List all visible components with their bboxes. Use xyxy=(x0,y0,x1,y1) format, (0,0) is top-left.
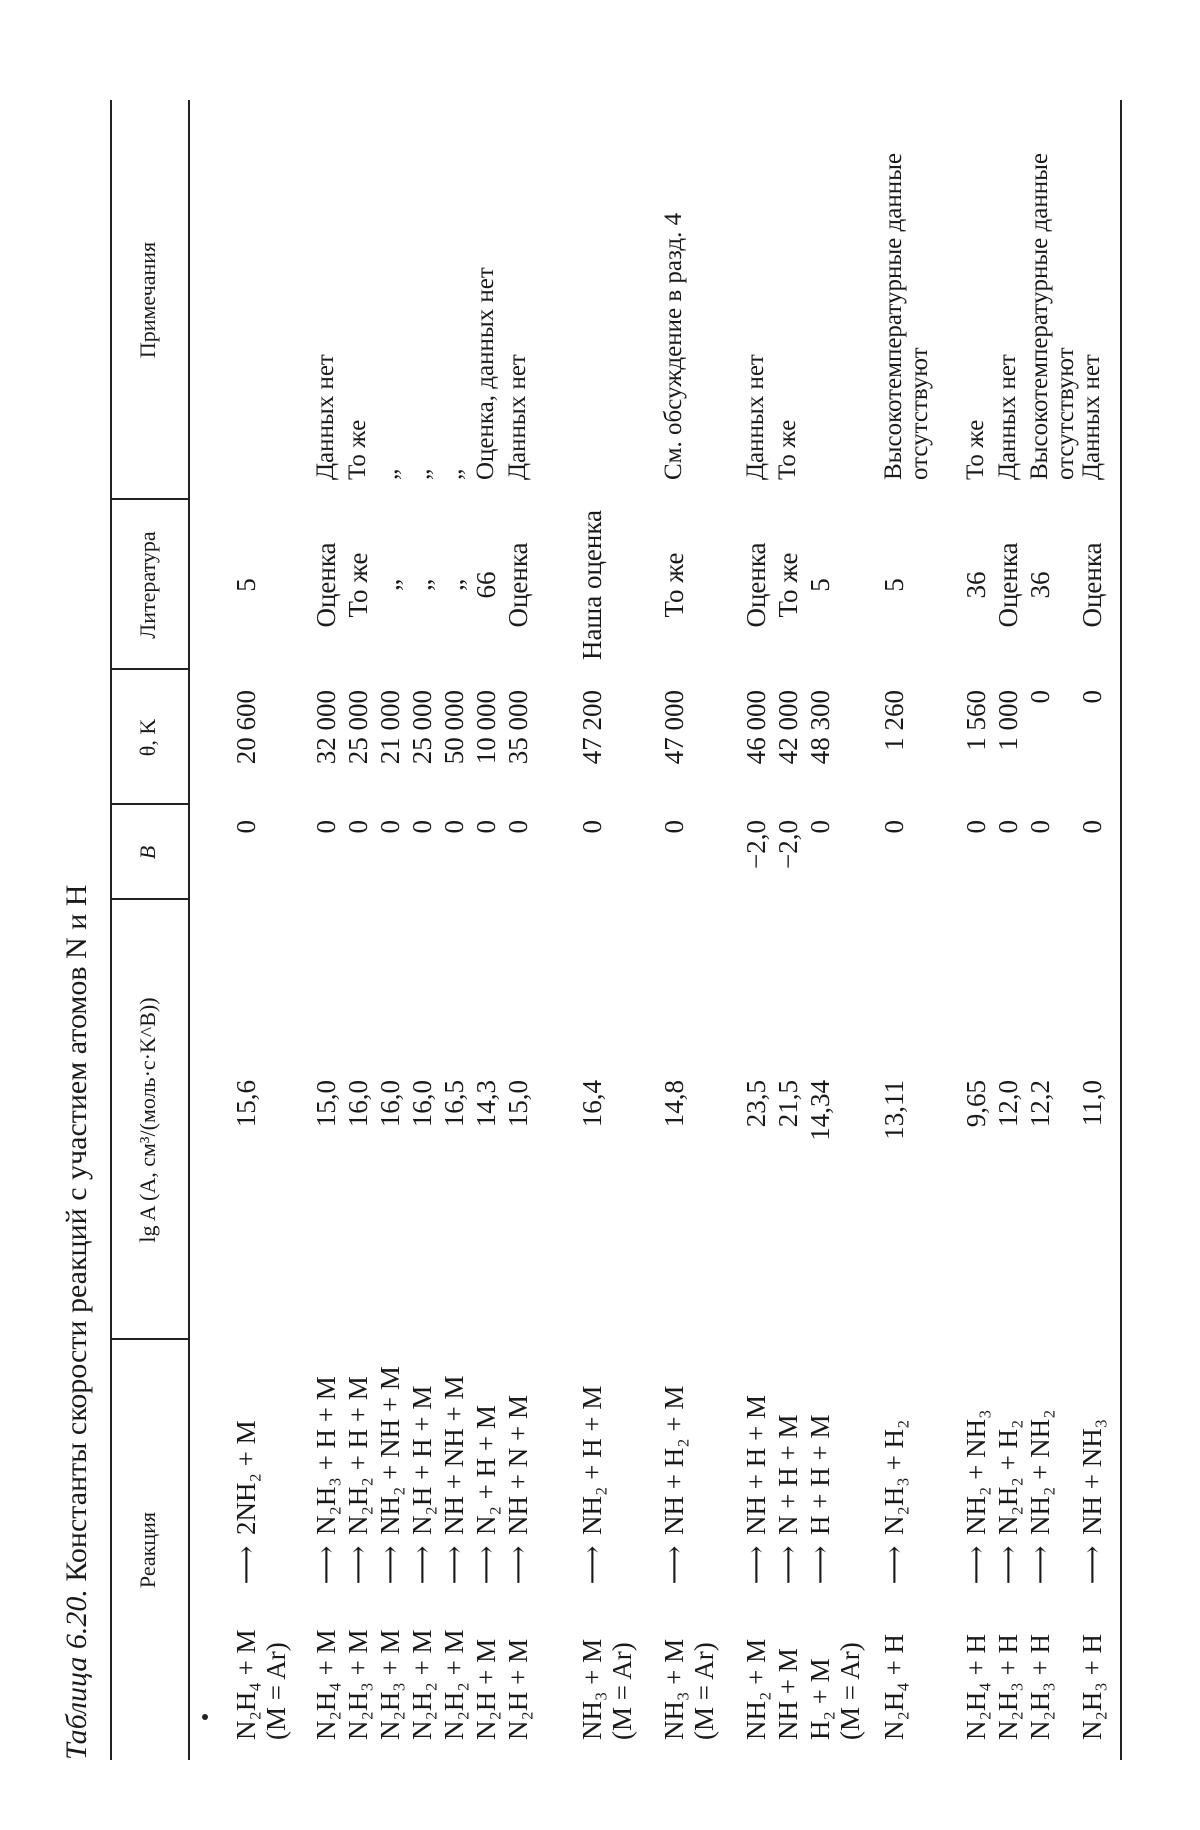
reaction-rhs: NH + NH + M xyxy=(439,1375,469,1535)
B-value: 0 xyxy=(231,820,261,834)
header-reaction: Реакция xyxy=(135,1511,160,1589)
reaction-lhs: N₂H₃ + M xyxy=(343,1629,373,1740)
reaction-lhs: N₂H₂ + M xyxy=(439,1629,469,1740)
literature-value: То же xyxy=(659,552,689,618)
literature-value: Оценка xyxy=(741,542,771,628)
reaction-condition: (M = Ar) xyxy=(689,1642,719,1740)
reaction-arrow: ⟶ xyxy=(1025,1545,1055,1585)
theta-value: 20 600 xyxy=(231,690,261,765)
literature-value: 5 xyxy=(805,578,835,592)
reaction-arrow: ⟶ xyxy=(577,1545,607,1585)
table-top-rule xyxy=(110,100,112,1760)
reaction-rhs: N₂H₂ + H + M xyxy=(343,1376,373,1535)
literature-value: „ xyxy=(439,579,469,591)
lgA-value: 16,0 xyxy=(375,1080,405,1128)
lgA-value: 11,0 xyxy=(1077,1080,1107,1127)
literature-value: Оценка xyxy=(993,542,1023,628)
reaction-lhs: N₂H₄ + H xyxy=(879,1633,909,1740)
note-value: Высокотемпературные данные отсутствуют xyxy=(1026,153,1079,480)
reaction-lhs: N₂H + M xyxy=(503,1638,533,1740)
reaction-arrow: ⟶ xyxy=(503,1545,533,1585)
reaction-arrow: ⟶ xyxy=(407,1545,437,1585)
note-value: То же xyxy=(962,419,989,480)
reaction-lhs: N₂H₄ + M xyxy=(311,1629,341,1740)
header-notes: Примечания xyxy=(135,241,160,359)
literature-value: Наша оценка xyxy=(577,509,607,661)
reaction-arrow: ⟶ xyxy=(471,1545,501,1585)
reaction-rhs: N + H + M xyxy=(773,1414,803,1535)
reaction-arrow: ⟶ xyxy=(741,1545,771,1585)
literature-value: То же xyxy=(343,552,373,618)
reaction-arrow: ⟶ xyxy=(805,1545,835,1585)
caption-number: Таблица 6.20. xyxy=(60,1589,93,1760)
header-bottom-rule xyxy=(188,100,190,1760)
lgA-value: 9,65 xyxy=(961,1080,991,1128)
B-value: 0 xyxy=(993,820,1023,834)
reaction-arrow: ⟶ xyxy=(343,1545,373,1585)
reaction-arrow: ⟶ xyxy=(375,1545,405,1585)
reaction-rhs: H + H + M xyxy=(805,1414,835,1535)
B-value: 0 xyxy=(961,820,991,834)
B-value: 0 xyxy=(1025,820,1055,834)
lgA-value: 15,0 xyxy=(503,1080,533,1128)
header-lgA: lg A (A, см³/(моль·с·K^B)) xyxy=(135,997,160,1243)
B-value: 0 xyxy=(439,820,469,834)
theta-value: 47 200 xyxy=(577,690,607,765)
reaction-lhs: N₂H + M xyxy=(471,1638,501,1740)
B-value: 0 xyxy=(375,820,405,834)
reaction-arrow: ⟶ xyxy=(439,1545,469,1585)
header-literature: Литература xyxy=(135,531,160,639)
note-value: Оценка, данных нет xyxy=(472,267,499,480)
B-value: 0 xyxy=(879,820,909,834)
reaction-rhs: NH₂ + NH + M xyxy=(375,1366,405,1535)
B-value: 0 xyxy=(577,820,607,834)
lgA-value: 15,0 xyxy=(311,1080,341,1128)
literature-value: То же xyxy=(773,552,803,618)
reaction-arrow: ⟶ xyxy=(961,1545,991,1585)
note-value: Данных нет xyxy=(504,354,531,480)
theta-value: 1 260 xyxy=(879,690,909,751)
reaction-rhs: N₂ + H + M xyxy=(471,1405,501,1535)
reaction-condition: (M = Ar) xyxy=(835,1642,865,1740)
theta-value: 0 xyxy=(1077,690,1107,704)
note-value: См. обсуждение в разд. 4 xyxy=(660,212,687,480)
header-B: B xyxy=(135,845,160,860)
reaction-rhs: NH₂ + NH₂ xyxy=(1025,1409,1055,1535)
lgA-value: 12,0 xyxy=(993,1080,1023,1128)
caption-title: Константы скорости реакций с участием атомов N и H xyxy=(60,884,93,1582)
B-value: 0 xyxy=(343,820,373,834)
theta-value: 42 000 xyxy=(773,690,803,765)
reaction-rhs: N₂H₂ + H₂ xyxy=(993,1419,1023,1535)
reaction-lhs: N₂H₄ + M xyxy=(231,1629,261,1740)
note-value: Данных нет xyxy=(994,354,1021,480)
lgA-value: 14,8 xyxy=(659,1080,689,1128)
reaction-lhs: N₂H₄ + H xyxy=(961,1633,991,1740)
B-value: 0 xyxy=(1077,820,1107,834)
reaction-lhs: NH₂ + M xyxy=(741,1638,771,1740)
header-theta: θ, K xyxy=(135,718,160,757)
B-value: 0 xyxy=(471,820,501,834)
lgA-value: 12,2 xyxy=(1025,1080,1055,1128)
reaction-rhs: NH + N + M xyxy=(503,1395,533,1535)
reaction-rhs: N₂H₃ + H₂ xyxy=(879,1419,909,1535)
literature-value: 5 xyxy=(879,578,909,592)
reaction-arrow: ⟶ xyxy=(659,1545,689,1585)
theta-value: 46 000 xyxy=(741,690,771,765)
reaction-rhs: NH + H₂ + M xyxy=(659,1385,689,1535)
reaction-rhs: NH₂ + H + M xyxy=(577,1385,607,1535)
lgA-value: 13,11 xyxy=(879,1080,909,1140)
B-value: −2,0 xyxy=(741,820,771,869)
note-value: Данных нет xyxy=(312,354,339,480)
note-value: „ xyxy=(408,468,435,480)
theta-value: 0 xyxy=(1025,690,1055,704)
theta-value: 1 560 xyxy=(961,690,991,751)
reaction-rhs: N₂H₃ + H + M xyxy=(311,1376,341,1535)
theta-value: 47 000 xyxy=(659,690,689,765)
literature-value: 36 xyxy=(1025,571,1055,599)
theta-value: 35 000 xyxy=(503,690,533,765)
stray-dot xyxy=(202,1714,208,1720)
note-value: То же xyxy=(344,419,371,480)
theta-value: 25 000 xyxy=(407,690,437,765)
reaction-lhs: N₂H₃ + H xyxy=(1077,1633,1107,1740)
literature-value: 36 xyxy=(961,571,991,599)
reaction-rhs: NH₂ + NH₃ xyxy=(961,1409,991,1535)
reaction-lhs: N₂H₃ + H xyxy=(993,1633,1023,1740)
reaction-rhs: N₂H + H + M xyxy=(407,1385,437,1535)
B-value: −2,0 xyxy=(773,820,803,869)
note-value: То же xyxy=(774,419,801,480)
literature-value: „ xyxy=(375,579,405,591)
reaction-rhs: NH + H + M xyxy=(741,1395,771,1535)
reaction-rhs: 2NH₂ + M xyxy=(231,1420,261,1535)
reaction-arrow: ⟶ xyxy=(231,1545,261,1585)
literature-value: „ xyxy=(407,579,437,591)
reaction-arrow: ⟶ xyxy=(773,1545,803,1585)
lgA-value: 16,4 xyxy=(577,1080,607,1128)
theta-value: 32 000 xyxy=(311,690,341,765)
theta-value: 1 000 xyxy=(993,690,1023,751)
reaction-arrow: ⟶ xyxy=(993,1545,1023,1585)
note-value: „ xyxy=(440,468,467,480)
reaction-lhs: NH₃ + M xyxy=(659,1638,689,1740)
reaction-lhs: NH₃ + M xyxy=(577,1638,607,1740)
literature-value: Оценка xyxy=(1077,542,1107,628)
reaction-lhs: N₂H₂ + M xyxy=(407,1629,437,1740)
B-value: 0 xyxy=(407,820,437,834)
literature-value: Оценка xyxy=(311,542,341,628)
theta-value: 48 300 xyxy=(805,690,835,765)
note-value: „ xyxy=(376,468,403,480)
literature-value: Оценка xyxy=(503,542,533,628)
reaction-rhs: NH + NH₃ xyxy=(1077,1418,1107,1535)
B-value: 0 xyxy=(805,820,835,834)
lgA-value: 15,6 xyxy=(231,1080,261,1128)
lgA-value: 16,0 xyxy=(343,1080,373,1128)
reaction-arrow: ⟶ xyxy=(879,1545,909,1585)
theta-value: 10 000 xyxy=(471,690,501,765)
theta-value: 21 000 xyxy=(375,690,405,765)
lgA-value: 16,5 xyxy=(439,1080,469,1128)
reaction-arrow: ⟶ xyxy=(311,1545,341,1585)
literature-value: 5 xyxy=(231,578,261,592)
table-bottom-rule xyxy=(1120,100,1122,1760)
reaction-lhs: H₂ + M xyxy=(805,1658,835,1740)
reaction-condition: (M = Ar) xyxy=(607,1642,637,1740)
reaction-lhs: NH + M xyxy=(773,1648,803,1740)
lgA-value: 14,34 xyxy=(805,1080,835,1141)
literature-value: 66 xyxy=(471,571,501,599)
note-value: Данных нет xyxy=(1078,354,1105,480)
B-value: 0 xyxy=(311,820,341,834)
reaction-lhs: N₂H₃ + M xyxy=(375,1629,405,1740)
reaction-condition: (M = Ar) xyxy=(261,1642,291,1740)
note-value: Данных нет xyxy=(742,354,769,480)
lgA-value: 14,3 xyxy=(471,1080,501,1128)
lgA-value: 21,5 xyxy=(773,1080,803,1128)
table-caption xyxy=(60,885,94,1760)
theta-value: 25 000 xyxy=(343,690,373,765)
B-value: 0 xyxy=(503,820,533,834)
reaction-lhs: N₂H₃ + H xyxy=(1025,1633,1055,1740)
theta-value: 50 000 xyxy=(439,690,469,765)
lgA-value: 23,5 xyxy=(741,1080,771,1128)
lgA-value: 16,0 xyxy=(407,1080,437,1128)
note-value: Высокотемпературные данные отсутствуют xyxy=(880,153,933,480)
reaction-arrow: ⟶ xyxy=(1077,1545,1107,1585)
B-value: 0 xyxy=(659,820,689,834)
